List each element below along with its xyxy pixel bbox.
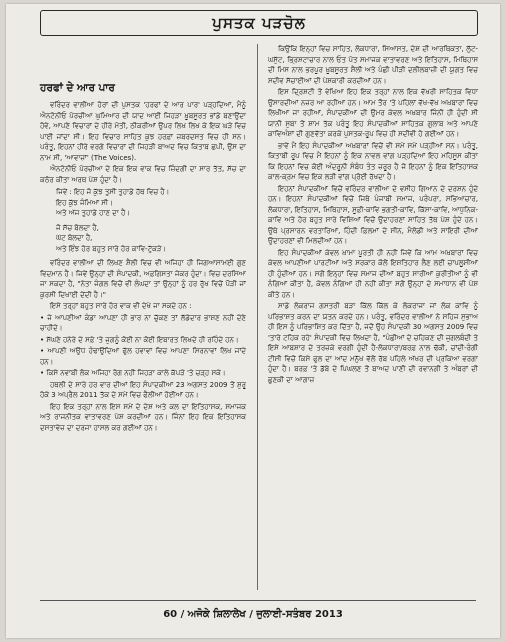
paragraph: ਇਸ ਦ੍ਰਿਸ਼ਟੀ ਤੋਂ ਵੇਖਿਆ ਇਹ ਇਕ ਤਰ੍ਹਾਂ ਨਾਲ ਇਕ ਵੱਖਰੀ ਸਾਹਿਤਕ ਵਿਧਾ ਉਸਾਰਦੀਆਂ ਨਜ਼ਰ ਆ ਰਹੀਆਂ ਹਨ। ਆਮ ਤੌਰ 'ਤੇ ਪਹਿਲਾਂ ਵੱਖ-ਵੱਖ ਅਖ਼ਬਾਰਾਂ ਵਿਚ ਲਿਖੀਆਂ ਜਾ ਰਹੀਆਂ, ਸੰਪਾਦਕੀਆਂ ਦੀ ਉਮਰ ਕੇਵਲ ਅਖ਼ਬਾਰ ਜਿੰਨੀ ਹੀ ਹੁੰਦੀ ਸੀ ਯਾਨੀ ਸੁਬਾ ਤੋਂ ਸ਼ਾਮ ਤੱਕ ਪਰੰਤੂ ਇਹ ਸੰਪਾਦਕੀਆਂ ਸਾਹਿਤਕ ਗੁਲਾਬ ਅਤੇ ਆਪਣੇ ਕਾਵਿਅੰਸ਼ਾਂ ਦੀ ਗੁਣਵੱਤਾ ਕਰਕੇ ਪੁਸਤਕ-ਰੂਪ ਵਿਚ ਹੀ ਸਦੀਵੀ ਹੋ ਗਈਆਂ ਹਨ। [268, 88, 478, 138]
column-divider [257, 44, 258, 590]
paragraph: ਇਹਨਾਂ ਸੰਪਾਦਕੀਆਂ ਵਿਚੋਂ ਵਰਿੰਦਰ ਵਾਲੀਆ ਦੇ ਵਸੀਹ ਗਿਆਨ ਦੇ ਦਰਸ਼ਨ ਹੁੰਦੇ ਹਨ। ਇਹਨਾਂ ਸੰਪਾਦਕੀਆਂ ਵਿਚੋਂ ਜਿਥੇ ਪੰਜਾਬੀ ਸਮਾਜ, ਪਰੰਪਰਾ, ਸਭਿਆਚਾਰ, ਲੋਕਧਾਰਾ, ਇਤਿਹਾਸ, ਮਿਥਿਹਾਸ, ਸੂਫ਼ੀ-ਕਾਵਿ ਭਗਤੀ-ਕਾਵਿ, ਕਿੱਸਾ-ਕਾਵਿ, ਆਧੁਨਿਕ-ਕਾਵਿ ਅਤੇ ਹੋਰ ਬਹੁਤ ਸਾਰੇ ਵਿਸ਼ਿਆਂ ਵਿਚੋਂ ਉਦਾਹਰਣਾਂ ਸਾਹਿਤ ਤੱਥ ਪੇਸ਼ ਹੁੰਦੇ ਹਨ। ਉਥੇ ਪ੍ਰਸਾਰਨ ਵਰਤਾਰਿਆਂ, ਹਿੰਦੀ ਫ਼ਿਲਮਾਂ ਦੇ ਸੀਨ, ਮੈਲੋਡੀ ਅਤੇ ਸਾਇਰੀ ਦੀਆਂ ਉਦਾਹਰਣਾਂ ਵੀ ਮਿਲਦੀਆਂ ਹਨ। [268, 184, 478, 245]
poem-line: ਅਤੇ ਇੰਝ ਹੋਰ ਬਹੁਤ ਸਾਰੇ ਹੋਰ ਕਾਵਿ-ਟੁੱਕੜੇ। [56, 244, 167, 253]
right-column [268, 44, 478, 386]
left-column [40, 44, 246, 434]
poem-line: ਜੋ ਸੱਚ ਬੋਲਦਾ ਹੈ, [56, 223, 99, 232]
quote-list [40, 313, 246, 379]
paragraph: ਵਰਿੰਦਰ ਵਾਲੀਆ ਦੀ ਲਿਖਣ ਸ਼ੈਲੀ ਵਿਚ ਵੀ ਅਜਿਹਾ ਹੀ ਜਿਗਆਸਾਮਈ ਗੁਣ ਵਿਦਮਾਨ ਹੈ। ਜਿਵੇਂ ਉਨ੍ਹਾਂ ਦੀ ਸੰਪਾਦਕੀ, ਅਫ਼ਗਿਸਤਾ ਜੇਕਰ ਹੁੰਦਾ। ਵਿਚ ਦਰਸਿਆ ਜਾ ਸਕਦਾ ਹੈ, "ਨੇਤਾ ਜੰਗਲ ਵਿਚੋਂ ਵੀ ਲੰਘਦਾ ਤਾਂ ਉਨ੍ਹਾਂ ਨੂੰ ਹਰ ਰੁੱਖ ਵਿਚੋਂ ਪੌੜੀ ਜਾਂ ਕੁਰਸੀ ਦਿਖਾਈ ਦੇਂਦੀ ਹੈ।" [40, 259, 246, 299]
list-item: • ਕਿਸੇ ਨਵਾਬੀ ਲੋਕ ਅਜਿਹਾ ਰੋਗ ਨਹੀਂ ਜਿਹੜਾ ਕਾਲੇ ਕੱਪੜੇ 'ਤੇ ਚੜ੍ਹ ਸਕੇ। [40, 369, 226, 377]
section-header [40, 10, 478, 36]
poem-line: ਘੱਟ ਬੋਲਦਾ ਹੈ, [56, 234, 93, 242]
footer-rule [40, 600, 476, 601]
article-title: ਹਰਫਾਂ ਦੇ ਆਰ ਪਾਰ [40, 82, 115, 94]
paragraph: ਇਸੇ ਤਰ੍ਹਾਂ ਬਹੁਤ ਸਾਰੇ ਹੋਰ ਵਾਕ ਵੀ ਦੇਖੇ ਜਾ ਸਕਦੇ ਹਨ : [50, 302, 192, 310]
poem-line: ਇਹ ਕੁੱਝ ਜੰਮਿਆਂ ਸੀ। [56, 198, 113, 207]
paragraph: ਹਥਲੀ ਦੇ ਸਾਰੇ ਹਰ ਵਾਰ ਦੀਆਂ ਇਹ ਸੰਪਾਦਕੀਆਂ 23 ਅਗਸਤ 2009 ਤੋਂ ਸ਼ੁਰੂ ਹੋਕੇ 3 ਅਪ੍ਰੈਲ 2011 ਤੱਕ ਦੇ ਸਮੇਂ ਵਿਚ ਫੈਲੀਆਂ ਹੋਈਆਂ ਹਨ। [40, 380, 246, 399]
paragraph: ਇਹ ਇਕ ਤਰ੍ਹਾਂ ਨਾਲ ਇਸ ਸਮੇਂ ਦੇ ਦੇਸ਼ ਅਤੇ ਕਲ ਦਾ ਇਤਿਹਾਸਕ, ਸਮਾਜਕ ਅਤੇ ਰਾਜਨੀਤਕ ਵਾਤਾਵਰਣ ਪੇਸ਼ ਕਰਦੀਆਂ ਹਨ। ਜਿੰਨਾਂ ਇਹ ਇਕ ਇਤਿਹਾਸਕ ਦਸਤਾਵੇਜ਼ ਦਾ ਦਰਜਾ ਹਾਸਲ ਕਰ ਗਈਆਂ ਹਨ। [40, 402, 246, 432]
list-item: • ਆਪਣੀ ਅਉਧ ਹੰਢਾਉਂਦਿਆਂ ਫੁੱਲ ਹਵਾਵਾਂ ਵਿਚ ਆਪਣਾ ਸਿਰਨਾਵਾਂ ਲਿਖ ਜਾਂਦੇ ਹਨ। [40, 347, 246, 366]
magazine-page [6, 4, 500, 638]
poem-excerpt [56, 187, 246, 219]
paragraph: ਭਾਵੇਂ ਮੈਂ ਇਹ ਸੰਪਾਦਕੀਆਂ ਅਖ਼ਬਾਰਾਂ ਵਿਚੋਂ ਵੀ ਸਮੇਂ ਸਮੇਂ ਪੜ੍ਹੀਆਂ ਸਨ। ਪਰੰਤੂ, ਕਿਤਾਬੀ ਰੂਪ ਵਿਚ ਮੈਂ ਇਹਨਾਂ ਨੂੰ ਇਕ ਨਾਵਲ ਵਾਂਗ ਪੜ੍ਹਦਿਆਂ ਇਹ ਮਹਿਸੂਸ ਕੀਤਾ ਕਿ ਇਹਨਾਂ ਵਿਚ ਕੋਈ ਅੰਦਰੂਨੀ ਸੰਬੰਧ ਤੰਤ ਜ਼ਰੂਰ ਹੈ ਜੋ ਇਹਨਾਂ ਨੂੰ ਇਕ ਇਤਿਹਾਸਕ ਕਾਲ-ਕ੍ਰਮ ਵਿਚ ਇਕ ਲੜੀ ਵਾਂਗ ਪ੍ਰੋਈ ਰੱਖਦਾ ਹੈ। [268, 141, 478, 181]
list-item: • ਸੱਘਣੇ ਹਨੇਰੇ ਦੇ ਸਫ਼ੇ 'ਤੇ ਜੁਗਨੂੰ ਕੋਈ ਨਾ ਕੋਈ ਇਬਾਰਤ ਲਿਖਦੇ ਹੀ ਰਹਿੰਦੇ ਹਨ। [40, 335, 239, 344]
paragraph: ਕਿਉਂਕਿ ਇਨ੍ਹਾਂ ਵਿਚ ਸਾਹਿਤ, ਲੋਕਧਾਰਾ, ਸਿਆਸਤ, ਦੇਸ਼ ਦੀ ਆਰਥਿਕਤਾ, ਲੁੱਟ-ਘਸੁੱਟ, ਭ੍ਰਿਸ਼ਟਾਚਾਰ ਨਾਲ ਓਤ ਪੋਤ ਸਮਾਜਕ ਵਾਤਾਵਰਣ ਅਤੇ ਇਤਿਹਾਸ, ਮਿਥਿਹਾਸ ਦੀ ਮਿਸ ਨਾਲ ਭਰਪੂਰ ਖ਼ੂਬਸੂਰਤ ਸ਼ੈਲੀ ਅਤੇ ਪੰਛੀ ਪੀੜੀ ਦਲੀਲਬਾਜ਼ੀ ਦੀ ਯੁਗਤ ਵਿਚ ਸਦੀਵ ਸੱਚਾਈਆਂ ਦੀ ਪੇਸ਼ਕਾਰੀ ਕਰਦੀਆਂ ਹਨ। [268, 45, 478, 85]
paragraph: ਇਹ ਸੰਪਾਦਕੀਆਂ ਕੇਵਲ ਖ਼ਾਮਾ ਪੂਰਤੀ ਹੀ ਨਹੀਂ ਜਿਵੇਂ ਕਿ ਆਮ ਅਖ਼ਬਾਰਾਂ ਵਿਚ ਕੇਵਲ ਆਪਣੀਆਂ ਪਾਰਟੀਆਂ ਅਤੇ ਸਰਕਾਰ ਕੋਲੋਂ ਇਸ਼ਤਿਹਾਰ ਲੈਣ ਲਈ ਚਾਪਲੂਸੀਆਂ ਹੀ ਹੁੰਦੀਆਂ ਹਨ। ਸਗੋਂ ਇਨ੍ਹਾਂ ਵਿਚ ਸਮਾਜ ਦੀਆਂ ਬਹੁਤ ਸਾਰੀਆਂ ਕੁਰੀਤੀਆਂ ਨੂੰ ਵੀ ਨੰਗਿਆਂ ਕੀਤਾ ਹੈ, ਕੇਵਲ ਨੰਗਿਆਂ ਹੀ ਨਹੀਂ ਕੀਤਾ ਸਗੋਂ ਉਨ੍ਹਾਂ ਦੇ ਸਮਾਧਾਨ ਵੀ ਪੇਸ਼ ਕੀਤੇ ਹਨ। [268, 248, 478, 299]
section-title: ਪੁਸਤਕ ਪੜਚੋਲ [212, 14, 306, 32]
page-footer: 60 / ਅਜੋਕੇ ਸ਼ਿਲਾਲੇਖ / ਜੁਲਾਈ-ਸਤੰਬਰ 2013 [163, 609, 343, 620]
paragraph: ਐਨਟੋਨੀਓ ਪੋਰਚੀਆ ਦੇ ਇਕ ਇਕ ਵਾਕ ਵਿਚ ਜ਼ਿੰਦਗੀ ਦਾ ਸਾਰ ਤੱਤ, ਸੱਚ ਦਾ ਕਠੋਰ ਕੀਤਾ ਅਰਥ ਪੇਸ਼ ਹੁੰਦਾ ਹੈ। [40, 165, 246, 184]
poem-line: ਜਿਵੇਂ : ਇਹ ਜੋ ਕੁੱਝ ਤੁਸੀਂ ਤੁਹਾਡੇ ਹੱਥ ਵਿਚ ਹੈ। [56, 188, 170, 196]
paragraph: ਸਾਡੇ ਲੋਕਰਾਜ ਗਸਤਰੀ ਬੜਾ ਕਿੱਲ ਕਿੱਲ ਕੇ ਲੋਕਰਾਜਾ ਜਾਂ ਲੋਕ ਕਾਵਿ ਨੂੰ ਪਰਿਭਾਸ਼ਤ ਕਰਨ ਦਾ ਯਤਨ ਕਰਦੇ ਹਨ। ਪਰੰਤੂ, ਵਰਿੰਦਰ ਵਾਲੀਆ ਨੇ ਸਹਿਜ ਸੁਭਾਅ ਹੀ ਇਸ ਨੂੰ ਪਰਿਭਾਸ਼ਿਤ ਕਰ ਦਿੱਤਾ ਹੈ, ਜਦੋਂ ਉਹ ਸੰਪਾਦਕੀ 30 ਅਗਸਤ 2009 ਵਿਚ 'ਤਾਰੇ ਟਹਿਕ ਰਹੇ' ਸੰਪਾਦਕੀ ਵਿਚ ਲਿਖਦਾ ਹੈ, "ਪੰਛੀਆਂ ਦੇ ਚਹਿਕਣ ਦੀ ਜੁਗਲਬੰਦੀ ਤੇ ਇਸੇ ਆਬਸ਼ਾਰ ਦੇ ਤਰਜ਼ਕੇ ਵਰਗੀ ਹੁੰਦੀ ਹੈ-ਲੋਕਧਾਰਾ/ਬਰਫ਼ ਨਾਲ ਢੱਕੀ, ਚਾਂਦੀ-ਰੰਗੀ ਟੀਸੀ ਵਿਚੋਂ ਕਿਸੇ ਫੁਲ ਦਾ ਆਂਦ ਮਨੁੱਖ ਵੱਲੋਂ ਰੱਬ ਪਹਿਲੇ ਅੱਖਰ ਦੀ ਪ੍ਰਕਿਆ ਵਰਗਾ ਹੁੰਦਾ ਹੈ। ਬਰਫ਼ 'ਤੇ ਡੱਬੇ ਦੇ ਪਿਘਲਣ ਤੋਂ ਬਾਅਦ ਪਾਣੀ ਦੀ ਰਵਾਨਗੀ ਤੇ ਅੰਬਰਾਂ ਦੀ ਛੁਣਕੀ ਦਾ ਆਗਾਜ਼ [268, 302, 478, 384]
poem-line: ਅਤੇ ਅੱਜ ਤੁਹਾਡੇ ਹਾਣ ਦਾ ਹੈ। [56, 209, 131, 217]
list-item: • ਜੇ ਆਪਣੀਆਂ ਕੰਡਾ ਆਪਣਾ ਹੀ ਭਾਰ ਨਾ ਚੁੱਕਣ ਤਾਂ ਲੱਡੇਦਾਰ ਭਾਸ਼ਣ ਨਹੀਂ ਦੇਣੇ ਚਾਹੀਦੇ। [40, 313, 246, 332]
paragraph: ਵਰਿੰਦਰ ਵਾਲੀਆ ਹੋਰਾਂ ਦੀ ਪੁਸਤਕ 'ਹਰਫਾਂ ਦੇ ਆਰ ਪਾਰ' ਪੜ੍ਹਦਿਆਂ, ਮੈਨੂੰ ਐਨਟੋਨੀਓ ਪੋਰਚੀਆ ਘੁਮਿਆਰ ਦੀ ਯਾਦ ਆਈ ਜਿਹੜਾ ਖ਼ੂਬਸੂਰਤ ਭਾਂਡੇ ਬਣਾਉਂਦਾ ਹੋਵੇ, ਆਪਣੇ ਵਿਚਾਰਾਂ ਦੇ ਹੀਰੇ ਮੋਤੀ, ਠੀਕਰੀਆਂ ਉਪਰ ਲਿਖ ਲਿਖ ਕੇ ਇਕ ਘੜੇ ਵਿਚ ਪਾਈ ਜਾਂਦਾ ਸੀ। ਇਹ ਵਿਚਾਰ ਸਾਹਿਤ ਕੁਝ ਹਰਫ਼ਾਂ ਜ਼ਬਰਦਸਤ ਵਿਚ ਹੀ ਸਨ। ਪਰੰਤੂ, ਇਹਨਾਂ ਹੀਰੇ ਵਰਗੇ ਵਿਚਾਰਾਂ ਦੀ ਜਿਹੜੀ ਬਾਅਦ ਵਿਚ ਕਿਤਾਬ ਛਪੀ, ਉਸ ਦਾ ਨਾਮ ਸੀ, 'ਆਵਾਜ਼ਾਂ' (The Voices). [40, 101, 246, 162]
poem-excerpt [56, 223, 246, 255]
